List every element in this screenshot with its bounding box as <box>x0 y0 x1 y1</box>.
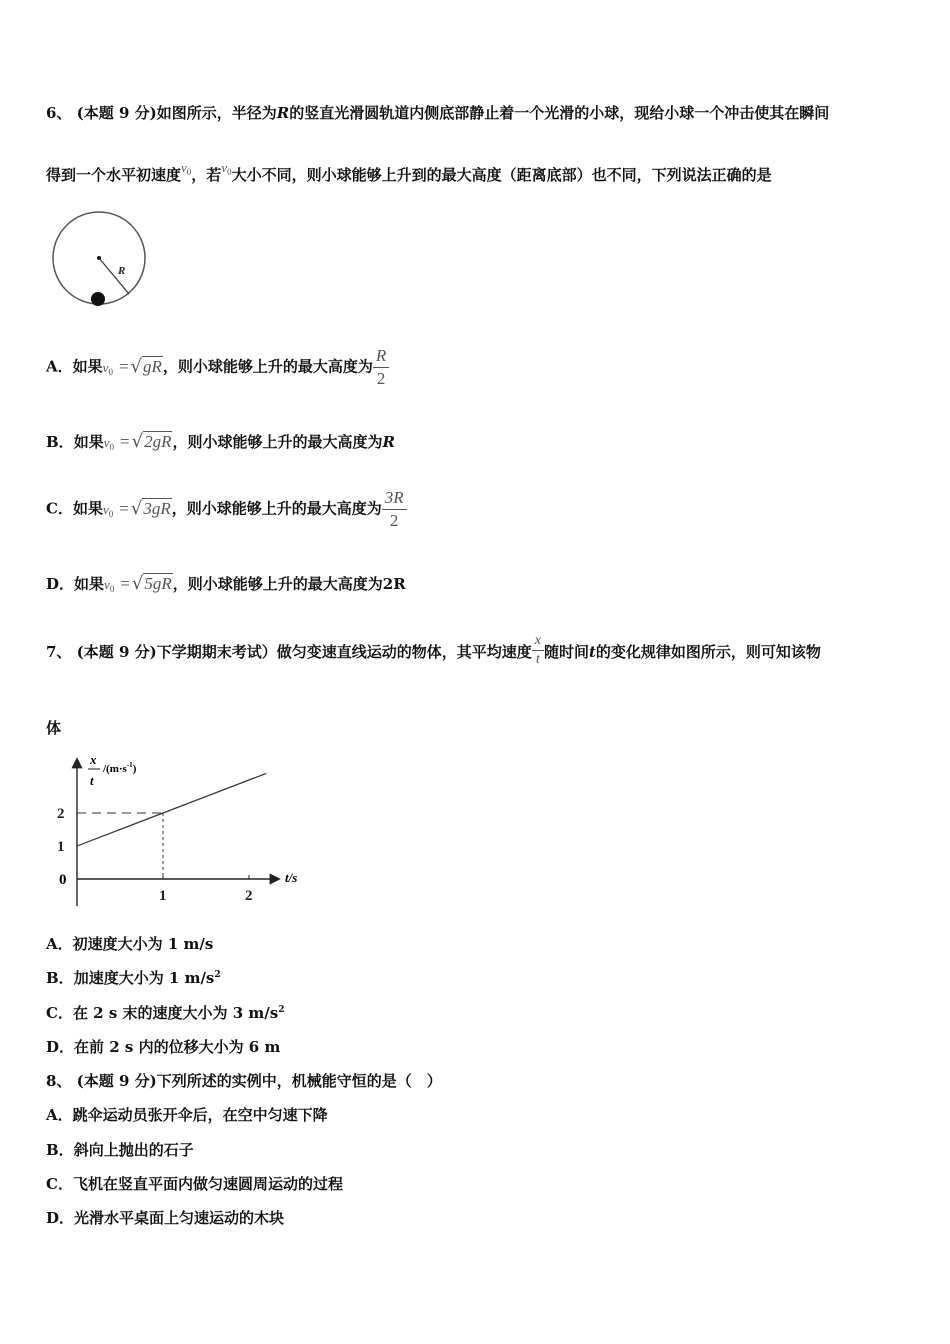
origin-label: 0 <box>59 872 67 888</box>
q6-circle-figure <box>48 210 152 314</box>
v0-symbol: $v_0$ <box>102 501 114 519</box>
fraction: $\frac{R}{2}$ <box>373 345 389 390</box>
sqrt-sign: √ <box>131 431 144 452</box>
q8-option-b[interactable]: B．斜向上抛出的石子 <box>46 1141 194 1159</box>
v0-symbol: $v_0$ <box>103 435 114 452</box>
sqrt-sign: √ <box>130 355 143 377</box>
q7-option-c[interactable]: C．在 2 s 末的速度大小为 3 $m/s^2$ <box>46 1004 285 1022</box>
sqrt-sign: √ <box>131 573 144 594</box>
q7-option-d[interactable]: D．在前 2 s 内的位移大小为 6 m <box>46 1038 281 1056</box>
q6-v0-symbol-2: $v_0$ <box>221 160 232 177</box>
radius-label: R <box>118 265 126 277</box>
v0-symbol: $v_0$ <box>104 577 115 594</box>
q6-v0-symbol: $v_0$ <box>181 160 192 177</box>
q7-velocity-chart <box>50 748 310 910</box>
y-label-num: x <box>90 752 97 767</box>
x-label: t/s <box>285 870 298 885</box>
y-tick-label: 2 <box>57 806 65 822</box>
q8-option-c[interactable]: C．飞机在竖直平面内做匀速圆周运动的过程 <box>46 1175 343 1193</box>
x-tick-label: 1 <box>159 888 167 904</box>
q6-option-b[interactable]: B．如果$v_0 = √2gR$，则小球能够上升的最大高度为R <box>46 431 395 452</box>
q7-option-a[interactable]: A．初速度大小为 1 m/s <box>46 935 214 953</box>
y-label-unit: $/(m\cdot s^{-1})$ <box>103 761 137 775</box>
q8-option-d[interactable]: D．光滑水平桌面上匀速运动的木块 <box>46 1209 285 1227</box>
q7-avg-velocity-fraction: $\frac{x}{t}$ <box>532 632 544 669</box>
y-tick-label: 1 <box>57 839 65 855</box>
y-label-den: t <box>90 773 94 788</box>
q6-stem-line1: 6、 (本题 9 分)如图所示，半径为R的竖直光滑圆轨道内侧底部静止着一个光滑的小球，现给小球一个冲击使其在瞬间 <box>46 104 830 122</box>
v0-symbol: $v_0$ <box>102 359 113 377</box>
q6-stem-line2: 得到一个水平初速度$v_0$，若$v_0$大小不同，则小球能够上升到的最大高度（距离底部）也不同，下列说法正确的是 <box>46 160 772 184</box>
q6-option-d[interactable]: D．如果$v_0 = √5gR$，则小球能够上升的最大高度为2R <box>46 573 406 594</box>
q6-option-a[interactable]: A．如果$v_0 = √gR$，则小球能够上升的最大高度为 $\frac{R}{2}$ <box>46 345 389 390</box>
fraction: $\frac{3R}{2}$ <box>382 487 407 532</box>
q6-radius-symbol: R <box>276 104 290 122</box>
q7-option-b[interactable]: B．加速度大小为 1 $m/s^2$ <box>46 969 221 987</box>
x-tick-label: 2 <box>245 888 253 904</box>
q8-option-a[interactable]: A．跳伞运动员张开伞后，在空中匀速下降 <box>46 1106 328 1124</box>
q8-stem: 8、 (本题 9 分)下列所述的实例中，机械能守恒的是（ ） <box>46 1072 442 1090</box>
q7-stem-line1: 7、 (本题 9 分)下学期期末考试）做匀变速直线运动的物体，其平均速度 $\frac{x}{t}$ 随时间t的变化规律如图所示，则可知该物 <box>46 633 821 667</box>
series-line <box>77 773 266 846</box>
ball <box>91 292 105 306</box>
sqrt-sign: √ <box>130 497 143 519</box>
q6-option-c[interactable]: C．如果$v_0 = √3gR$，则小球能够上升的最大高度为 $\frac{3R}{2}$ <box>46 487 407 532</box>
q7-stem-line2: 体 <box>46 719 62 737</box>
